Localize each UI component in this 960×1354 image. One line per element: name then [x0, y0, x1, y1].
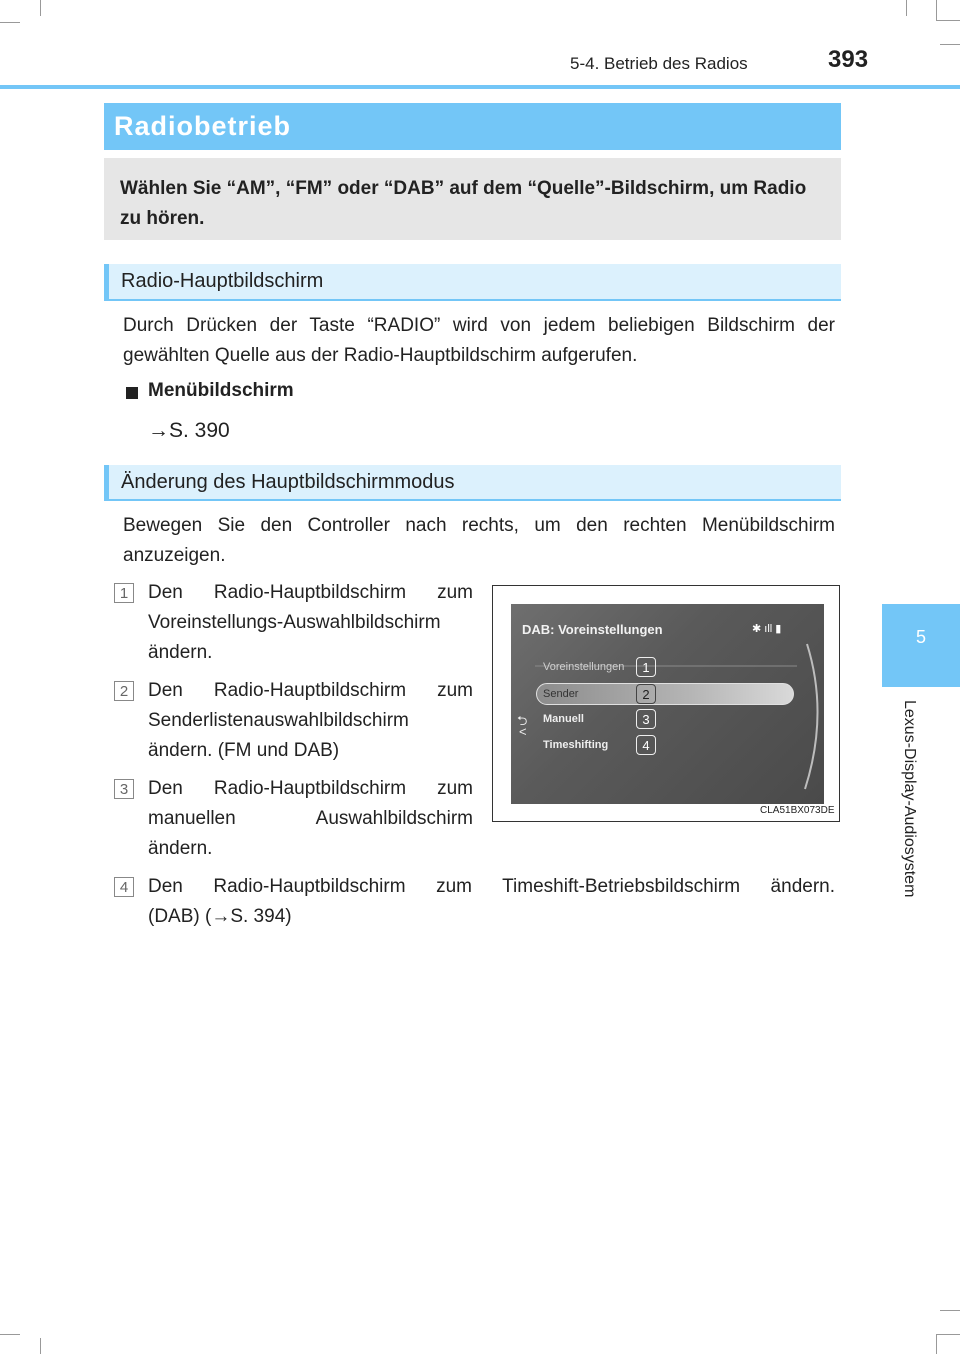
- menu-callout-3: 3: [636, 709, 656, 729]
- chevron-left-icon[interactable]: <: [519, 724, 527, 739]
- crop-mark: [906, 0, 907, 16]
- page-number: 393: [828, 46, 869, 73]
- menu-item-presets[interactable]: [536, 657, 794, 679]
- screen-title: DAB: Voreinstellungen: [522, 622, 663, 637]
- chapter-number: 5: [915, 627, 926, 647]
- crop-mark: [0, 22, 20, 23]
- chapter-title: Lexus-Display-Audiosystem: [901, 700, 918, 898]
- arrow-icon: →: [148, 419, 169, 442]
- step-4-line2: (DAB) (→S. 394): [148, 906, 292, 927]
- reference-text: S. 390: [169, 419, 230, 442]
- menu-callout-4: 4: [636, 735, 656, 755]
- crop-mark: [936, 1334, 960, 1335]
- section1-body: Durch Drücken der Taste “RADIO” wird von jedem beliebigen Bildschirm der gewählten Quelle aus der Radio-Hauptbildschirm aufgerufen.: [123, 315, 835, 366]
- back-icon[interactable]: ⮌: [517, 713, 528, 728]
- section2-body: Bewegen Sie den Controller nach rechts, um den rechten Menübildschirm anzuzeigen.: [123, 515, 835, 566]
- menu-item-label: Timeshifting: [543, 739, 609, 751]
- image-code: CLA51BX073DE: [760, 805, 835, 816]
- menu-item-label: Manuell: [543, 713, 584, 725]
- running-header-section: 5-4. Betrieb des Radios: [570, 54, 748, 73]
- crop-mark: [936, 1334, 937, 1354]
- menu-item-timeshifting[interactable]: [536, 735, 794, 757]
- step-3-text: [148, 774, 473, 864]
- section-header-rule: [104, 499, 841, 501]
- section-heading-radio-main: Radio-Hauptbildschirm: [121, 270, 324, 292]
- crop-mark: [936, 0, 937, 20]
- crop-mark: [940, 1310, 960, 1311]
- step-number-1: 1: [114, 583, 134, 603]
- menu-callout-2: 2: [636, 684, 656, 704]
- crop-mark: [936, 20, 960, 21]
- section-header-accent: [104, 465, 109, 501]
- step-4-text: [148, 872, 835, 932]
- step-3-line1: Den Radio-Hauptbildschirm zum: [148, 778, 473, 799]
- crop-mark: [940, 44, 960, 45]
- step-2-line2: Senderlistenauswahlbildschirm: [148, 710, 409, 731]
- step-4-line1: Den Radio-Hauptbildschirm zum Timeshift-Betriebsbildschirm ändern.: [148, 876, 835, 897]
- sub-heading-menu-screen: Menübildschirm: [148, 380, 294, 401]
- menu-item-manual[interactable]: [536, 709, 794, 731]
- chapter-tab-rule: [882, 686, 960, 687]
- menu-callout-1: 1: [636, 657, 656, 677]
- menu-item-label: Voreinstellungen: [543, 661, 625, 673]
- step-2-line1: Den Radio-Hauptbildschirm zum: [148, 680, 473, 701]
- step-1-line2: Voreinstellungs-Auswahlbildschirm: [148, 612, 441, 633]
- square-bullet: [126, 387, 138, 399]
- crop-mark: [40, 0, 41, 16]
- crop-mark: [40, 1338, 41, 1354]
- reference-link[interactable]: [148, 416, 230, 446]
- step-number-4: 4: [114, 877, 134, 897]
- section-heading-mode-change: Änderung des Hauptbildschirmmodus: [121, 471, 455, 493]
- step-number-3: 3: [114, 779, 134, 799]
- status-icons: ✱ ıll ▮: [752, 623, 782, 635]
- intro-text: Wählen Sie “AM”, “FM” oder “DAB” auf dem “Quelle”-Bildschirm, um Radio zu hören.: [120, 178, 807, 229]
- menu-item-label: Sender: [543, 688, 579, 700]
- crop-mark: [0, 1334, 20, 1335]
- step-number-2: 2: [114, 681, 134, 701]
- step-1-text: [148, 578, 473, 668]
- header-rule: [0, 85, 960, 89]
- step-1-line1: Den Radio-Hauptbildschirm zum: [148, 582, 473, 603]
- step-3-line2: manuellen Auswahlbildschirm: [148, 808, 473, 829]
- step-3-line3: ändern.: [148, 838, 213, 859]
- step-1-line3: ändern.: [148, 642, 213, 663]
- chapter-title-vertical: [890, 700, 920, 930]
- step-2-text: [148, 676, 473, 766]
- menu-item-stations[interactable]: [536, 683, 794, 705]
- page-title: Radiobetrieb: [114, 111, 292, 141]
- section-header-rule: [104, 299, 841, 301]
- section-header-accent: [104, 264, 109, 300]
- step-2-line3: ändern. (FM und DAB): [148, 740, 340, 761]
